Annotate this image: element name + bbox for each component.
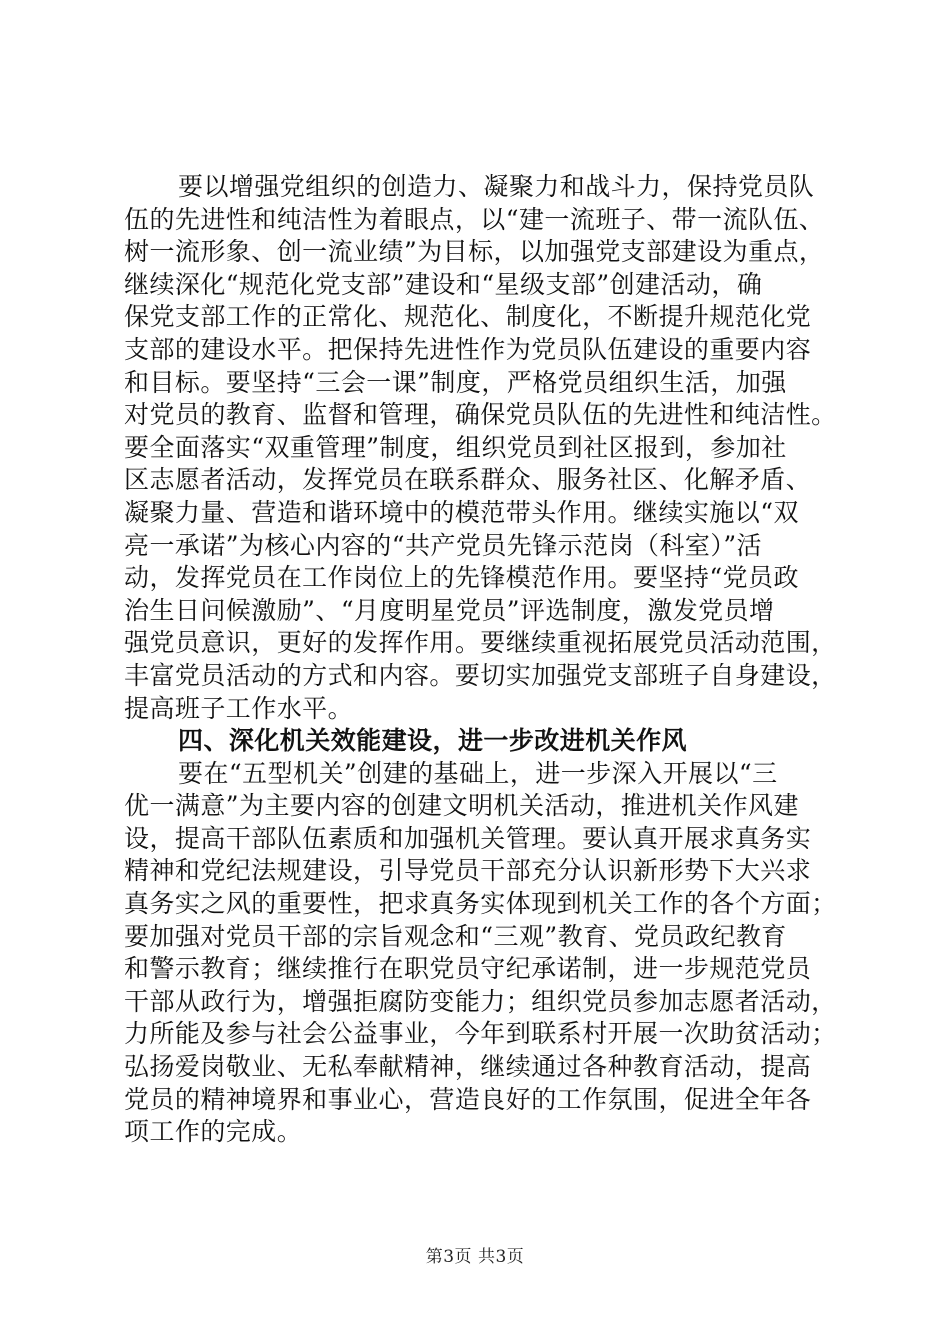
paragraph-line: 亮一承诺”为核心内容的“共产党员先锋示范岗（科室）”活 bbox=[124, 530, 762, 560]
paragraph-line: 区志愿者活动，发挥党员在联系群众、服务社区、化解矛盾、 bbox=[124, 465, 812, 495]
paragraph-line: 和目标。要坚持“三会一课”制度，严格党员组织生活，加强 bbox=[124, 367, 787, 397]
paragraph-line: 治生日问候激励”、“月度明星党员”评选制度，激发党员增 bbox=[124, 595, 775, 625]
paragraph-line: 力所能及参与社会公益事业，今年到联系村开展一次助贫活动； bbox=[124, 1019, 837, 1049]
paragraph-line: 对党员的教育、监督和管理，确保党员队伍的先进性和纯洁性。 bbox=[124, 400, 837, 430]
paragraph-line: 强党员意识，更好的发挥作用。要继续重视拓展党员活动范围， bbox=[124, 628, 837, 658]
paragraph-line: 动，发挥党员在工作岗位上的先锋模范作用。要坚持“党员政 bbox=[124, 563, 799, 593]
section-4-paragraph bbox=[124, 758, 844, 1149]
paragraph-line: 项工作的完成。 bbox=[124, 1117, 303, 1147]
paragraph-line: 设，提高干部队伍素质和加强机关管理。要认真开展求真务实 bbox=[124, 823, 812, 853]
paragraph-line: 支部的建设水平。把保持先进性作为党员队伍建设的重要内容 bbox=[124, 334, 812, 364]
paragraph-line: 要以增强党组织的创造力、凝聚力和战斗力，保持党员队 bbox=[178, 172, 815, 201]
paragraph-line: 凝聚力量、营造和谐环境中的模范带头作用。继续实施以“双 bbox=[124, 497, 799, 527]
paragraph-line: 优一满意”为主要内容的创建文明机关活动，推进机关作风建 bbox=[124, 791, 799, 821]
paragraph-line: 和警示教育；继续推行在职党员守纪承诺制，进一步规范党员 bbox=[124, 954, 812, 984]
paragraph-line: 干部从政行为，增强拒腐防变能力；组织党员参加志愿者活动， bbox=[124, 986, 837, 1016]
paragraph-line: 党员的精神境界和事业心，营造良好的工作氛围，促进全年各 bbox=[124, 1084, 812, 1114]
paragraph-line: 保党支部工作的正常化、规范化、制度化，不断提升规范化党 bbox=[124, 302, 812, 332]
paragraph-line: 树一流形象、创一流业绩”为目标，以加强党支部建设为重点， bbox=[124, 237, 825, 267]
section-3-paragraph bbox=[124, 171, 844, 725]
paragraph-line: 继续深化“规范化党支部”建设和“星级支部”创建活动，确 bbox=[124, 269, 763, 299]
page-number-footer: 第3页 共3页 bbox=[425, 1247, 525, 1267]
document-body bbox=[124, 171, 844, 1149]
paragraph-line: 精神和党纪法规建设，引导党员干部充分认识新形势下大兴求 bbox=[124, 856, 812, 886]
paragraph-line: 真务实之风的重要性，把求真务实体现到机关工作的各个方面； bbox=[124, 889, 837, 919]
paragraph-line: 弘扬爱岗敬业、无私奉献精神，继续通过各种教育活动，提高 bbox=[124, 1052, 812, 1082]
paragraph-line: 要在“五型机关”创建的基础上，进一步深入开展以“三 bbox=[178, 758, 778, 788]
paragraph-line: 伍的先进性和纯洁性为着眼点，以“建一流班子、带一流队伍、 bbox=[124, 204, 825, 234]
paragraph-line: 丰富党员活动的方式和内容。要切实加强党支部班子自身建设， bbox=[124, 660, 837, 690]
paragraph-line: 要全面落实“双重管理”制度，组织党员到社区报到，参加社 bbox=[124, 432, 787, 462]
paragraph-line: 提高班子工作水平。 bbox=[124, 693, 354, 723]
section-4-heading: 四、深化机关效能建设，进一步改进机关作风 bbox=[178, 726, 688, 756]
paragraph-line: 要加强对党员干部的宗旨观念和“三观”教育、党员政纪教育 bbox=[124, 921, 787, 951]
